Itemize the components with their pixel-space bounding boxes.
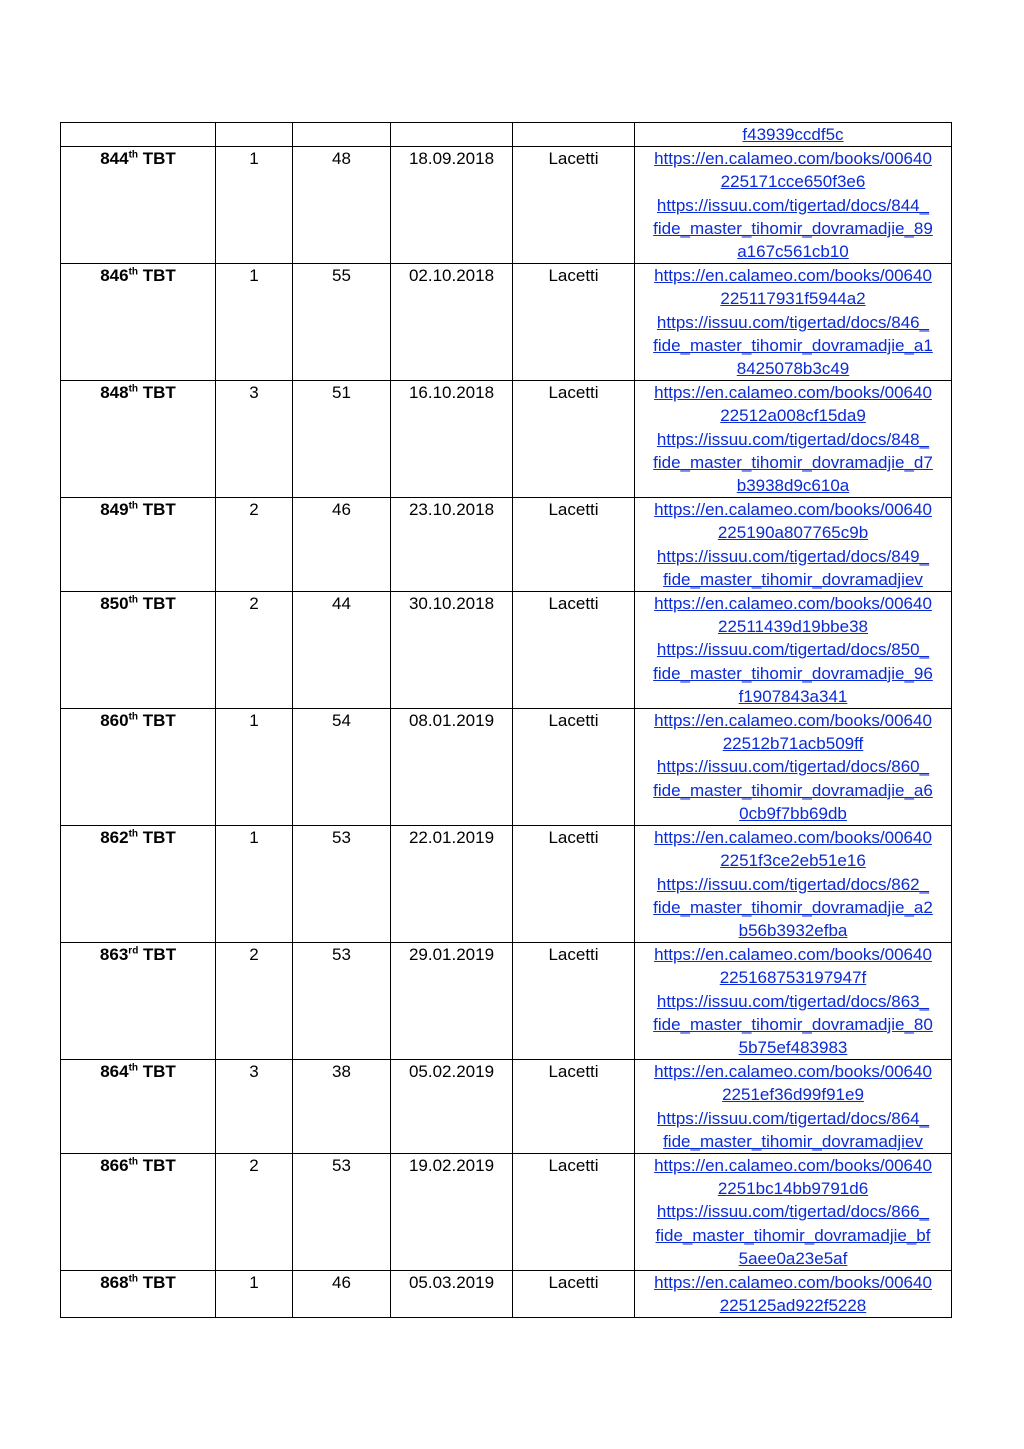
link-line[interactable]: 2251f3ce2eb51e16 [720, 851, 866, 871]
link-line[interactable]: fide_master_tihomir_dovramadjie_a2 [653, 897, 933, 917]
players-cell: 51 [293, 381, 391, 498]
link-line[interactable]: https://issuu.com/tigertad/docs/844_ [656, 195, 930, 215]
tournament-number: 868 [100, 1272, 129, 1292]
tournament-label: TBT [142, 1272, 176, 1292]
link-line[interactable]: 225168753197947f [719, 968, 867, 988]
link-line[interactable]: https://issuu.com/tigertad/docs/850_ [656, 640, 930, 660]
venue-cell: Lacetti [513, 264, 635, 381]
ordinal-suffix: th [128, 1062, 139, 1074]
ordinal-suffix: rd [128, 945, 139, 957]
tournament-label: TBT [143, 945, 177, 965]
tournament-number: 866 [100, 1155, 129, 1175]
round-cell [216, 123, 293, 147]
link-line[interactable]: 225117931f5944a2 [720, 289, 866, 309]
links-cell [635, 123, 952, 147]
table-row [61, 592, 952, 709]
link-line[interactable]: 8425078b3c49 [736, 359, 850, 379]
tournament-number: 846 [100, 266, 129, 286]
tournament-cell [61, 381, 216, 498]
date-cell: 02.10.2018 [391, 264, 513, 381]
venue-cell: Lacetti [513, 498, 635, 592]
table-row [61, 826, 952, 943]
links-cell [635, 381, 952, 498]
link-line[interactable]: https://en.calameo.com/books/00640 [654, 1272, 932, 1292]
players-cell: 53 [293, 826, 391, 943]
link-line[interactable]: a167c561cb10 [737, 242, 849, 262]
players-cell: 48 [293, 147, 391, 264]
link-line[interactable]: 2251bc14bb9791d6 [717, 1179, 869, 1199]
players-cell: 46 [293, 1270, 391, 1317]
tournament-cell [61, 826, 216, 943]
link-line[interactable]: 2251ef36d99f91e9 [722, 1085, 864, 1105]
table-row [61, 1153, 952, 1270]
link-line[interactable]: https://en.calameo.com/books/00640 [654, 500, 932, 520]
table-row [61, 709, 952, 826]
tournament-number: 863 [99, 945, 129, 965]
link-line[interactable]: b3938d9c610a [736, 476, 850, 496]
link-line[interactable]: https://issuu.com/tigertad/docs/862_ [656, 874, 930, 894]
link-line[interactable]: https://en.calameo.com/books/00640 [654, 1062, 932, 1082]
tournament-cell [61, 709, 216, 826]
venue-cell: Lacetti [513, 1060, 635, 1154]
link-line[interactable]: https://issuu.com/tigertad/docs/866_ [656, 1202, 930, 1222]
tournament-cell [61, 264, 216, 381]
ordinal-suffix: th [128, 500, 139, 512]
tournament-cell [61, 1153, 216, 1270]
link-line[interactable]: 22511439d19bbe38 [717, 617, 868, 637]
date-cell: 22.01.2019 [391, 826, 513, 943]
link-line[interactable]: https://en.calameo.com/books/00640 [654, 594, 932, 614]
venue-cell: Lacetti [513, 1153, 635, 1270]
table-row [61, 1270, 952, 1317]
links-cell [635, 826, 952, 943]
link-line[interactable]: fide_master_tihomir_dovramadjie_96 [653, 663, 933, 683]
table-row [61, 264, 952, 381]
tournament-cell [61, 1270, 216, 1317]
venue-cell: Lacetti [513, 147, 635, 264]
tournament-table [60, 122, 952, 1318]
round-cell: 1 [216, 264, 293, 381]
table-row-continuation [61, 123, 952, 147]
date-cell: 05.02.2019 [391, 1060, 513, 1154]
link-line[interactable]: fide_master_tihomir_dovramadjie_a1 [653, 335, 933, 355]
link-line[interactable]: fide_master_tihomir_dovramadjiev [663, 1131, 923, 1151]
round-cell: 1 [216, 1270, 293, 1317]
round-cell: 2 [216, 1153, 293, 1270]
link-line[interactable]: f43939ccdf5c [742, 125, 844, 144]
link-line[interactable]: https://issuu.com/tigertad/docs/860_ [656, 757, 930, 777]
tournament-label: TBT [142, 711, 176, 731]
table-row [61, 381, 952, 498]
links-cell [635, 709, 952, 826]
tournament-label: TBT [142, 828, 176, 848]
table-row [61, 1060, 952, 1154]
ordinal-suffix: th [128, 828, 139, 840]
link-line[interactable]: f1907843a341 [738, 686, 848, 706]
date-cell: 30.10.2018 [391, 592, 513, 709]
tournament-number: 848 [100, 383, 129, 403]
table-row [61, 498, 952, 592]
date-cell: 29.01.2019 [391, 943, 513, 1060]
round-cell: 2 [216, 498, 293, 592]
link-line[interactable]: https://issuu.com/tigertad/docs/849_ [656, 546, 930, 566]
tournament-number: 862 [100, 828, 129, 848]
tournament-cell [61, 498, 216, 592]
tournament-label: TBT [142, 383, 176, 403]
link-line[interactable]: https://en.calameo.com/books/00640 [654, 1155, 932, 1175]
link-line[interactable]: 5b75ef483983 [738, 1037, 848, 1057]
link-line[interactable]: fide_master_tihomir_dovramadjie_a6 [653, 780, 933, 800]
link-line[interactable]: fide_master_tihomir_dovramadjiev [663, 569, 923, 589]
link-line[interactable]: 22512a008cf15da9 [720, 406, 866, 426]
tournament-label: TBT [142, 500, 176, 520]
ordinal-suffix: th [128, 1273, 139, 1285]
players-cell [293, 123, 391, 147]
venue-cell [513, 123, 635, 147]
link-line[interactable]: 225171cce650f3e6 [720, 172, 866, 192]
players-cell: 54 [293, 709, 391, 826]
round-cell: 1 [216, 147, 293, 264]
venue-cell: Lacetti [513, 592, 635, 709]
venue-cell: Lacetti [513, 943, 635, 1060]
date-cell: 05.03.2019 [391, 1270, 513, 1317]
date-cell: 23.10.2018 [391, 498, 513, 592]
link-line[interactable]: 225125ad922f5228 [719, 1296, 867, 1316]
table-body [61, 123, 952, 1318]
round-cell: 3 [216, 1060, 293, 1154]
link-line[interactable]: fide_master_tihomir_dovramadjie_89 [653, 218, 933, 238]
links-cell [635, 498, 952, 592]
players-cell: 53 [293, 943, 391, 1060]
links-cell [635, 1270, 952, 1317]
venue-cell: Lacetti [513, 709, 635, 826]
link-line[interactable]: https://en.calameo.com/books/00640 [654, 945, 932, 965]
link-line[interactable]: https://en.calameo.com/books/00640 [654, 149, 932, 169]
tournament-cell [61, 943, 216, 1060]
players-cell: 44 [293, 592, 391, 709]
ordinal-suffix: th [128, 711, 139, 723]
ordinal-suffix: th [128, 383, 139, 395]
round-cell: 1 [216, 709, 293, 826]
tournament-label: TBT [142, 266, 176, 286]
players-cell: 46 [293, 498, 391, 592]
links-cell [635, 264, 952, 381]
ordinal-suffix: th [128, 149, 139, 161]
links-cell [635, 147, 952, 264]
tournament-label: TBT [142, 1062, 176, 1082]
date-cell: 18.09.2018 [391, 147, 513, 264]
link-line[interactable]: b56b3932efba [738, 920, 848, 940]
link-line[interactable]: 5aee0a23e5af [738, 1248, 848, 1268]
ordinal-suffix: th [128, 1156, 139, 1168]
link-line[interactable]: https://issuu.com/tigertad/docs/864_ [656, 1108, 930, 1128]
venue-cell: Lacetti [513, 1270, 635, 1317]
round-cell: 3 [216, 381, 293, 498]
tournament-cell [61, 123, 216, 147]
round-cell: 1 [216, 826, 293, 943]
link-line[interactable]: https://en.calameo.com/books/00640 [654, 828, 932, 848]
round-cell: 2 [216, 592, 293, 709]
date-cell: 19.02.2019 [391, 1153, 513, 1270]
link-line[interactable]: fide_master_tihomir_dovramadjie_bf [655, 1225, 931, 1245]
ordinal-suffix: th [128, 594, 139, 606]
date-cell: 16.10.2018 [391, 381, 513, 498]
tournament-number: 849 [100, 500, 129, 520]
link-line[interactable]: https://en.calameo.com/books/00640 [654, 711, 932, 731]
link-line[interactable]: fide_master_tihomir_dovramadjie_d7 [653, 452, 933, 472]
date-cell [391, 123, 513, 147]
tournament-label: TBT [142, 1155, 176, 1175]
date-cell: 08.01.2019 [391, 709, 513, 826]
ordinal-suffix: th [128, 266, 139, 278]
link-line[interactable]: 0cb9f7bb69db [739, 803, 847, 823]
tournament-number: 860 [100, 711, 129, 731]
links-cell [635, 592, 952, 709]
link-line[interactable]: https://issuu.com/tigertad/docs/848_ [656, 429, 930, 449]
tournament-number: 864 [100, 1062, 129, 1082]
players-cell: 38 [293, 1060, 391, 1154]
link-line[interactable]: 22512b71acb509ff [722, 734, 864, 754]
venue-cell: Lacetti [513, 826, 635, 943]
tournament-cell [61, 592, 216, 709]
link-line[interactable]: 225190a807765c9b [717, 523, 869, 543]
link-line[interactable]: https://issuu.com/tigertad/docs/846_ [656, 312, 930, 332]
link-line[interactable]: fide_master_tihomir_dovramadjie_80 [653, 1014, 933, 1034]
tournament-cell [61, 147, 216, 264]
links-cell [635, 943, 952, 1060]
tournament-label: TBT [142, 594, 176, 614]
table-row [61, 943, 952, 1060]
round-cell: 2 [216, 943, 293, 1060]
players-cell: 55 [293, 264, 391, 381]
link-line[interactable]: https://issuu.com/tigertad/docs/863_ [656, 991, 930, 1011]
tournament-number: 844 [100, 149, 129, 169]
table-row [61, 147, 952, 264]
venue-cell: Lacetti [513, 381, 635, 498]
link-line[interactable]: https://en.calameo.com/books/00640 [654, 266, 932, 286]
link-line[interactable]: https://en.calameo.com/books/00640 [654, 383, 932, 403]
links-cell [635, 1153, 952, 1270]
tournament-number: 850 [100, 594, 129, 614]
links-cell [635, 1060, 952, 1154]
players-cell: 53 [293, 1153, 391, 1270]
tournament-label: TBT [142, 149, 176, 169]
tournament-cell [61, 1060, 216, 1154]
